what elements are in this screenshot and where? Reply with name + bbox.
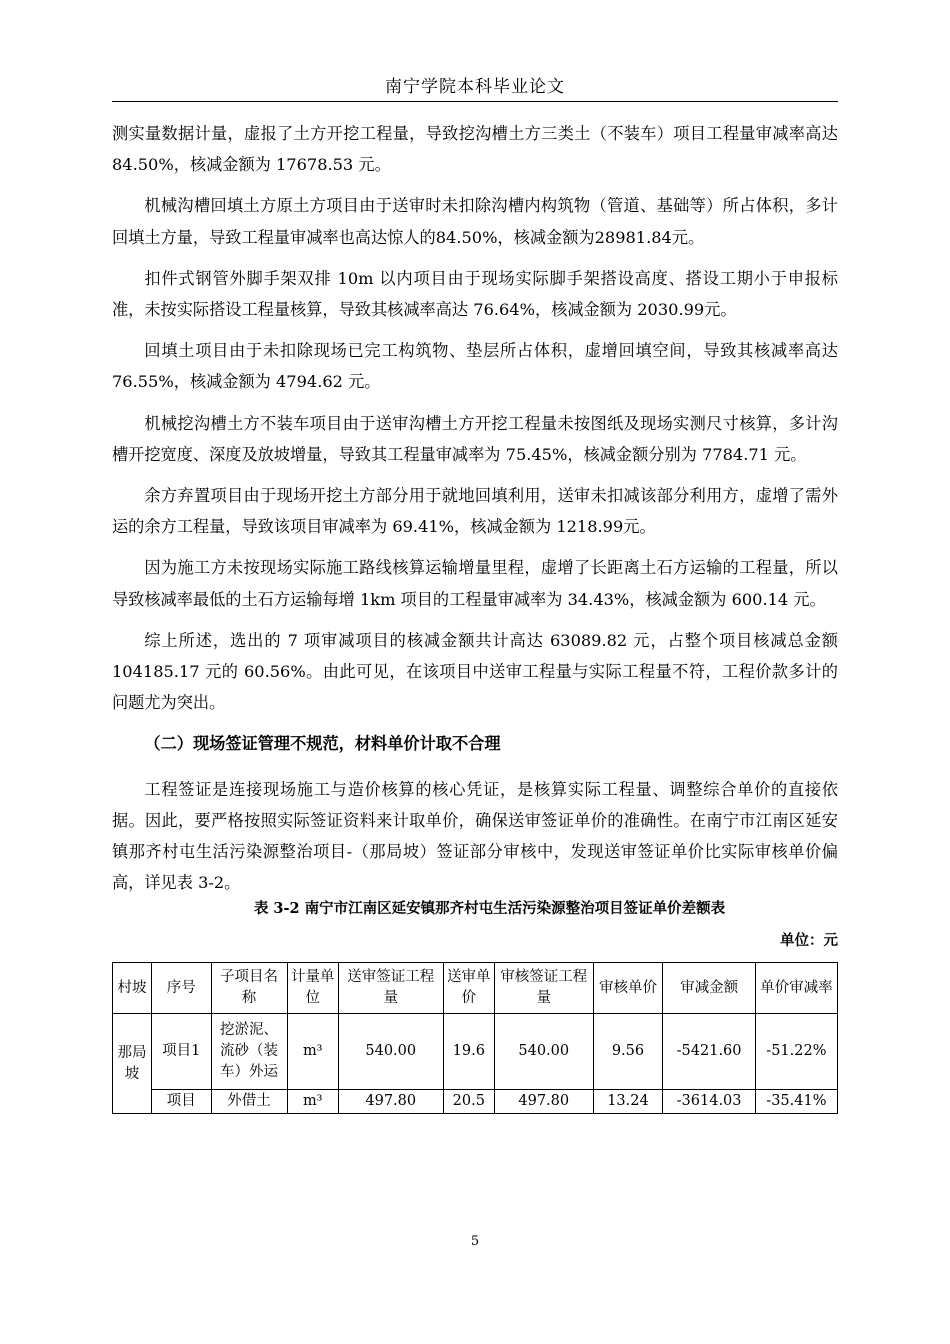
table-cell: 外借土 [211, 1090, 287, 1114]
table-cell: -3614.03 [663, 1090, 755, 1114]
table-cell: 13.24 [593, 1090, 663, 1114]
column-header: 单价审减率 [755, 963, 837, 1014]
table-cell: m³ [287, 1014, 338, 1090]
column-header: 村坡 [113, 963, 152, 1014]
table-cell: -5421.60 [663, 1014, 755, 1090]
column-header: 计量单位 [287, 963, 338, 1014]
table-cell: 项目 [152, 1090, 212, 1114]
body-text [112, 118, 838, 1114]
column-header: 审核单价 [593, 963, 663, 1014]
village-cell: 那局坡 [113, 1014, 152, 1114]
column-header: 送审签证工程量 [338, 963, 443, 1014]
table-cell: 19.6 [443, 1014, 494, 1090]
table-cell: 497.80 [494, 1090, 593, 1114]
table-row [113, 1014, 838, 1090]
table-cell: 540.00 [338, 1014, 443, 1090]
paragraph: 综上所述，选出的 7 项审减项目的核减金额共计高达 63089.82 元，占整个项目核减总金额 104185.17 元的 60.56%。由此可见，在该项目中送审工程量与实际工程量不符，工程价款多计的问题尤为突出。 [112, 630, 838, 713]
section-heading: （二）现场签证管理不规范，材料单价计取不合理 [144, 734, 501, 754]
table-cell: m³ [287, 1090, 338, 1114]
paragraph: 扣件式钢管外脚手架双排 10m 以内项目由于现场实际脚手架搭设高度、搭设工期小于申报标准，未按实际搭设工程量核算，导致其核减率高达 76.64%，核减金额为 2030.99元。 [112, 268, 838, 320]
paragraph: 因为施工方未按现场实际施工路线核算运输增量里程，虚增了长距离土石方运输的工程量，所以导致核减率最低的土石方运输每增 1km 项目的工程量审减率为 34.43%，核减金额为 600.14 元。 [112, 558, 838, 609]
table-cell: 540.00 [494, 1014, 593, 1090]
column-header: 送审单价 [443, 963, 494, 1014]
table-cell: -35.41% [755, 1090, 837, 1114]
table-cell: 497.80 [338, 1090, 443, 1114]
table-cell: 项目1 [152, 1014, 212, 1090]
paragraph: 测实量数据计量，虚报了土方开挖工程量，导致挖沟槽土方三类土（不装车）项目工程量审减率高达 84.50%，核减金额为 17678.53 元。 [112, 124, 838, 175]
paragraph: 机械挖沟槽土方不装车项目由于送审沟槽土方开挖工程量未按图纸及现场实测尺寸核算，多计沟槽开挖宽度、深度及放坡增量，导致其工程量审减率为 75.45%，核减金额分别为 7784.71 元。 [112, 413, 838, 464]
column-header: 审减金额 [663, 963, 755, 1014]
table-title: 表 3-2 南宁市江南区延安镇那齐村屯生活污染源整治项目签证单价差额表 [253, 900, 726, 918]
paragraph: 回填土项目由于未扣除现场已完工构筑物、垫层所占体积，虚增回填空间，导致其核减率高达 76.55%，核减金额为 4794.62 元。 [112, 341, 838, 392]
table-row [113, 1090, 838, 1114]
table-header-row [113, 963, 838, 1014]
page-header: 南宁学院本科毕业论文 [385, 77, 565, 97]
paragraph: 余方弃置项目由于现场开挖土方部分用于就地回填利用，送审未扣减该部分利用方，虚增了需外运的余方工程量，导致该项目审减率为 69.41%，核减金额为 1218.99元。 [112, 486, 838, 537]
paragraph: 机械沟槽回填土方原土方项目由于送审时未扣除沟槽内构筑物（管道、基础等）所占体积，多计回填土方量，导致工程量审减率也高达惊人的84.50%，核减金额为28981.84元。 [112, 196, 838, 247]
paragraph: 工程签证是连接现场施工与造价核算的核心凭证，是核算实际工程量、调整综合单价的直接依据。因此，要严格按照实际签证资料来计取单价，确保送审签证单价的准确性。在南宁市江南区延安镇那齐村屯生活污染源整治项目-（那局坡）签证部分审核中，发现送审签证单价比实际审核单价偏高，详见表 3-2。 [112, 779, 838, 893]
table-cell: 9.56 [593, 1014, 663, 1090]
column-header: 子项目名称 [211, 963, 287, 1014]
price-difference-table [112, 962, 838, 1114]
column-header: 序号 [152, 963, 212, 1014]
column-header: 审核签证工程量 [494, 963, 593, 1014]
header-rule [112, 101, 838, 102]
table-unit: 单位：元 [780, 932, 838, 950]
page-number: 5 [470, 1234, 480, 1249]
table-cell: -51.22% [755, 1014, 837, 1090]
table-cell: 20.5 [443, 1090, 494, 1114]
table-cell: 挖淤泥、流砂（装车）外运 [211, 1014, 287, 1090]
